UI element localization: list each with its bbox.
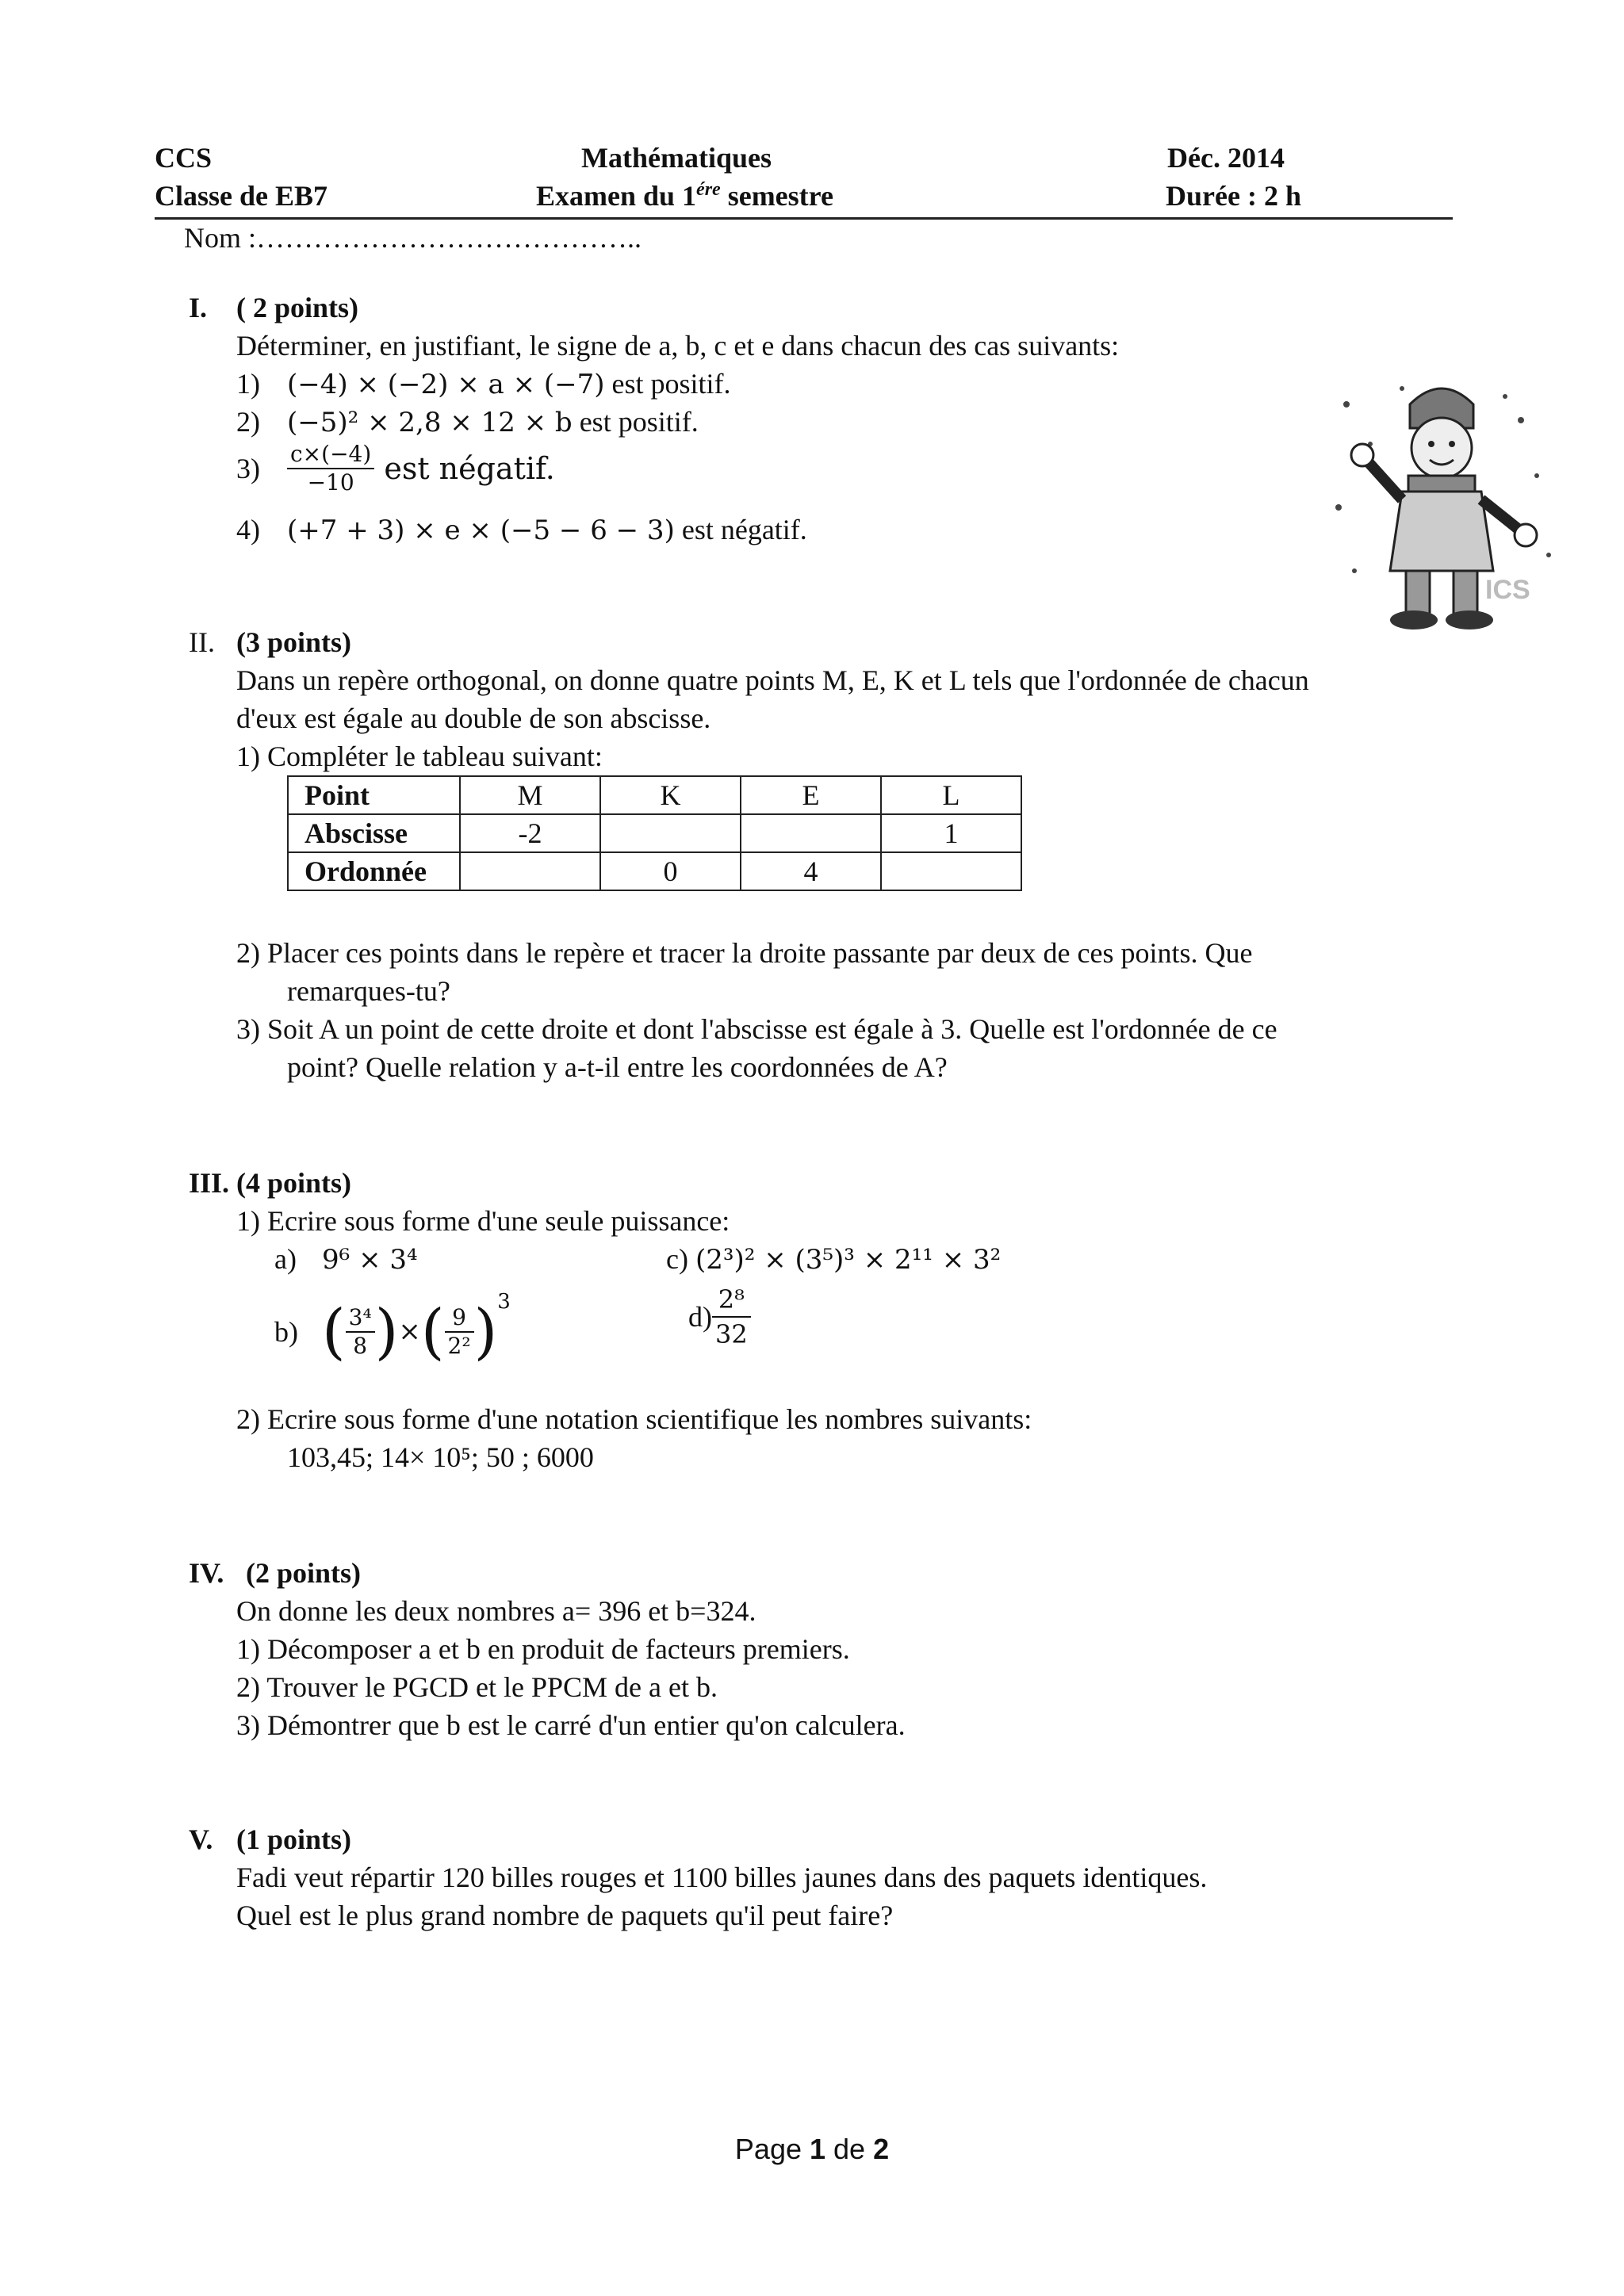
section-3-number: III. bbox=[189, 1167, 230, 1199]
fraction-denominator: 2² bbox=[447, 1332, 471, 1359]
table-header-cell: Point bbox=[288, 776, 460, 814]
item-label: d) bbox=[688, 1301, 712, 1333]
section-2-question-2-line-2: remarques-tu? bbox=[287, 975, 450, 1007]
section-1-instruction: Déterminer, en justifiant, le signe de a, b, c et e dans chacun des cas suivants: bbox=[236, 330, 1120, 362]
item-text: est positif. bbox=[572, 406, 699, 438]
school-name: CCS bbox=[155, 142, 213, 174]
section-1-item-1 bbox=[236, 365, 731, 404]
item-text: est négatif. bbox=[674, 514, 807, 545]
table-cell: 4 bbox=[741, 852, 881, 890]
clipart-image bbox=[1323, 373, 1561, 638]
section-2-question-3-line-1: 3) Soit A un point de cette droite et dont l'abscisse est égale à 3. Quelle est l'ordonnée de ce bbox=[236, 1013, 1277, 1045]
open-paren: ( bbox=[420, 1295, 445, 1367]
section-2-points: (3 points) bbox=[236, 626, 352, 658]
section-4-item-3: 3) Démontrer que b est le carré d'un entier qu'on calculera. bbox=[236, 1709, 906, 1741]
section-5-line-1: Fadi veut répartir 120 billes rouges et 1100 billes jaunes dans des paquets identiques. bbox=[236, 1862, 1208, 1893]
section-3-item-a bbox=[274, 1240, 418, 1279]
table-cell: 0 bbox=[600, 852, 741, 890]
page-footer bbox=[0, 2133, 1624, 2166]
table-cell bbox=[600, 814, 741, 852]
table-row bbox=[288, 814, 1021, 852]
section-1-item-3 bbox=[236, 441, 555, 496]
section-3-question-2-values: 103,45; 14× 10⁵; 50 ; 6000 bbox=[287, 1441, 594, 1473]
math-expression: (+7 + 3) × e × (−5 − 6 − 3) bbox=[287, 515, 675, 546]
exam-title-suffix: semestre bbox=[720, 180, 833, 212]
class-label: Classe de EB7 bbox=[155, 180, 328, 212]
section-5-points: (1 points) bbox=[236, 1823, 352, 1855]
math-expression: 9⁶ × 3⁴ bbox=[322, 1244, 418, 1276]
table-header-cell: E bbox=[741, 776, 881, 814]
open-paren: ( bbox=[322, 1295, 346, 1367]
table-header-cell: M bbox=[460, 776, 600, 814]
item-label: c) bbox=[666, 1243, 688, 1275]
svg-text:ICS: ICS bbox=[1485, 575, 1530, 605]
subject-title: Mathématiques bbox=[581, 142, 772, 174]
fraction bbox=[445, 1304, 474, 1360]
fraction-numerator: 3⁴ bbox=[346, 1304, 375, 1333]
fraction-denominator: 32 bbox=[715, 1319, 748, 1349]
table-cell bbox=[881, 852, 1021, 890]
fraction-numerator: c×(−4) bbox=[287, 441, 374, 469]
math-expression: (2³)² × (3⁵)³ × 2¹¹ × 3² bbox=[695, 1244, 1002, 1276]
item-number: 4) bbox=[236, 514, 260, 545]
table-cell bbox=[741, 814, 881, 852]
close-paren: ) bbox=[473, 1295, 498, 1367]
section-2-question-2-line-1: 2) Placer ces points dans le repère et tracer la droite passante par deux de ces points. Que bbox=[236, 937, 1253, 969]
item-number: 1) bbox=[236, 368, 260, 400]
section-2-number: II. bbox=[189, 626, 215, 658]
math-expression: (−5)² × 2,8 × 12 × b bbox=[287, 407, 573, 438]
fraction-denominator: 8 bbox=[353, 1332, 368, 1359]
footer-page-word: Page bbox=[734, 2133, 810, 2165]
table-cell: 1 bbox=[881, 814, 1021, 852]
section-4-intro: On donne les deux nombres a= 396 et b=324. bbox=[236, 1595, 756, 1627]
times-sign: × bbox=[398, 1315, 421, 1348]
exam-duration: Durée : 2 h bbox=[1166, 180, 1301, 212]
section-3-question-2: 2) Ecrire sous forme d'une notation scientifique les nombres suivants: bbox=[236, 1403, 1032, 1435]
item-label: a) bbox=[274, 1243, 297, 1275]
item-text: est négatif. bbox=[374, 451, 555, 486]
fraction bbox=[287, 441, 374, 496]
item-number: 3) bbox=[236, 453, 260, 484]
footer-of-word: de bbox=[825, 2133, 874, 2165]
section-3-item-d bbox=[688, 1283, 751, 1370]
section-2-question-3-line-2: point? Quelle relation y a-t-il entre les coordonnées de A? bbox=[287, 1051, 948, 1083]
fraction-denominator: −10 bbox=[307, 469, 354, 496]
table-row-label: Ordonnée bbox=[288, 852, 460, 890]
section-3-item-b bbox=[274, 1283, 511, 1370]
section-1-item-2 bbox=[236, 403, 699, 442]
section-3-points: (4 points) bbox=[236, 1167, 352, 1199]
table-cell bbox=[460, 852, 600, 890]
fraction bbox=[712, 1283, 751, 1351]
math-expression: (−4) × (−2) × a × (−7) bbox=[287, 369, 605, 400]
item-text: est positif. bbox=[604, 368, 731, 400]
table-cell: -2 bbox=[460, 814, 600, 852]
section-2-question-1: 1) Compléter le tableau suivant: bbox=[236, 740, 603, 772]
name-field: Nom :………………………………….. bbox=[184, 222, 642, 254]
section-1-number: I. bbox=[189, 292, 208, 323]
table-row bbox=[288, 776, 1021, 814]
item-label: b) bbox=[274, 1315, 298, 1348]
section-3-question-1: 1) Ecrire sous forme d'une seule puissance: bbox=[236, 1205, 730, 1237]
section-5-line-2: Quel est le plus grand nombre de paquets qu'il peut faire? bbox=[236, 1900, 894, 1931]
section-5-number: V. bbox=[189, 1823, 213, 1855]
section-4-points: (2 points) bbox=[246, 1557, 362, 1589]
close-paren: ) bbox=[374, 1295, 399, 1367]
exam-date: Déc. 2014 bbox=[1167, 142, 1285, 174]
table-row-label: Abscisse bbox=[288, 814, 460, 852]
footer-page-number: 1 bbox=[809, 2133, 826, 2165]
exam-title-prefix: Examen du 1 bbox=[536, 180, 697, 212]
fraction-numerator: 2⁸ bbox=[712, 1283, 751, 1318]
section-3-item-c bbox=[666, 1240, 1001, 1279]
fraction bbox=[346, 1304, 375, 1360]
exam-title-sup: ére bbox=[696, 179, 721, 200]
exponent: 3 bbox=[497, 1290, 511, 1314]
footer-total-pages: 2 bbox=[873, 2133, 890, 2165]
section-4-item-2: 2) Trouver le PGCD et le PPCM de a et b. bbox=[236, 1671, 718, 1703]
table-row bbox=[288, 852, 1021, 890]
points-table bbox=[287, 775, 1022, 891]
item-number: 2) bbox=[236, 406, 260, 438]
section-2-intro-line-2: d'eux est égale au double de son abscisse. bbox=[236, 702, 711, 734]
section-4-item-1: 1) Décomposer a et b en produit de facteurs premiers. bbox=[236, 1633, 850, 1665]
exam-title bbox=[536, 179, 833, 212]
section-4-number: IV. bbox=[189, 1557, 224, 1589]
section-2-intro-line-1: Dans un repère orthogonal, on donne quatre points M, E, K et L tels que l'ordonnée de chacun bbox=[236, 664, 1309, 696]
section-1-item-4 bbox=[236, 511, 807, 549]
fraction-numerator: 9 bbox=[445, 1304, 474, 1333]
table-header-cell: K bbox=[600, 776, 741, 814]
section-1-points: ( 2 points) bbox=[236, 292, 359, 323]
table-header-cell: L bbox=[881, 776, 1021, 814]
